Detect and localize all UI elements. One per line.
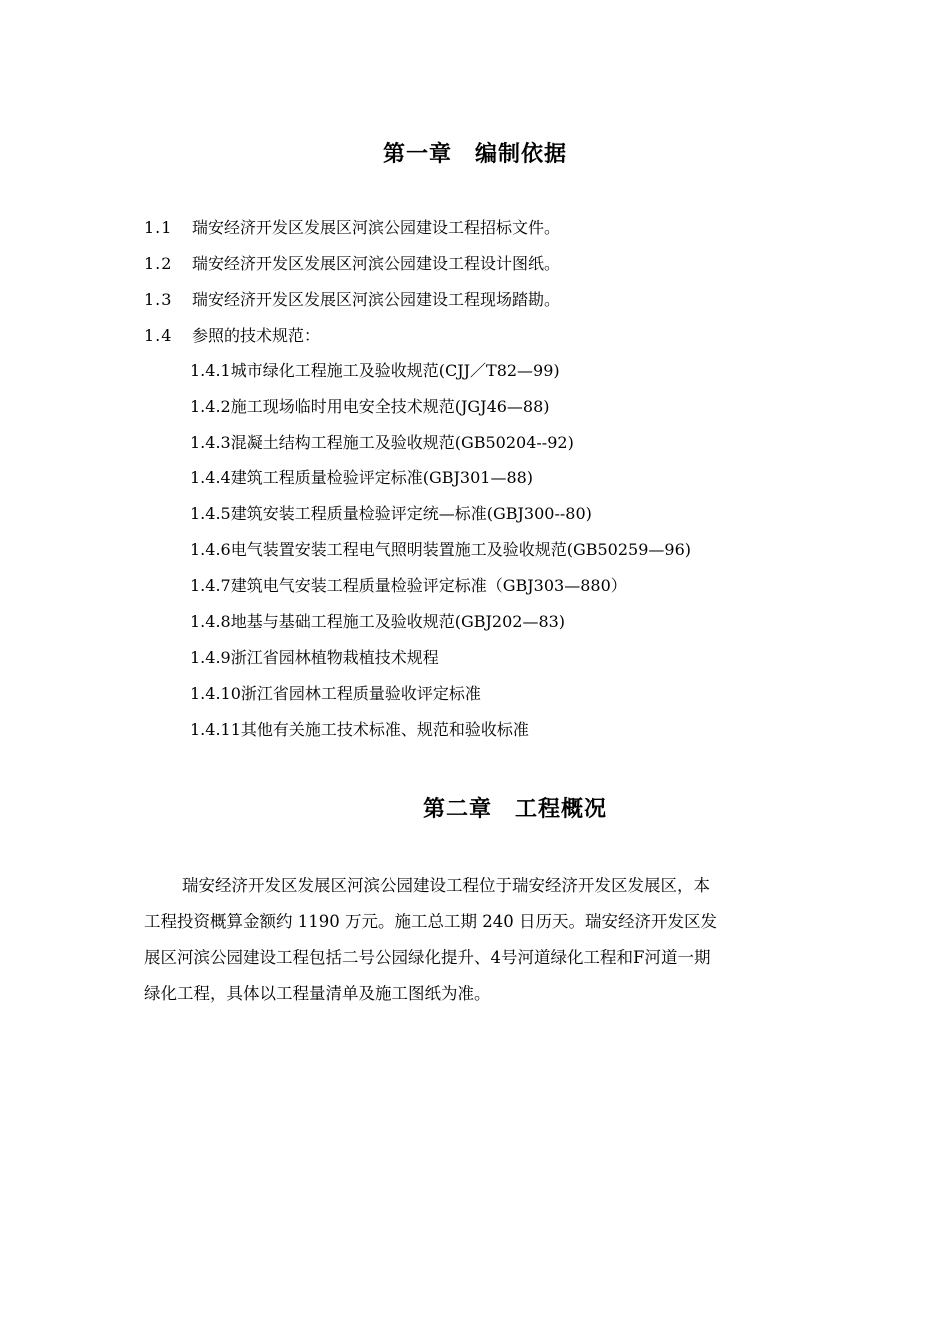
chapter-2-title: 第二章 工程概况 [422, 797, 607, 822]
item-number: 1.3 [144, 290, 173, 309]
sub-list-item: 1.4.9浙江省园林植物栽植技术规程 [190, 648, 439, 667]
list-item [144, 325, 320, 347]
sub-list-item: 1.4.7建筑电气安装工程质量检验评定标准（GBJ303—880） [190, 576, 627, 595]
sub-list-item: 1.4.8地基与基础工程施工及验收规范(GBJ202—83) [190, 612, 566, 631]
item-number: 1.1 [144, 218, 173, 237]
sub-list-item: 1.4.5建筑安装工程质量检验评定统—标准(GBJ300--80) [190, 504, 592, 523]
sub-list-item: 1.4.11其他有关施工技术标准、规范和验收标准 [190, 720, 529, 739]
item-text: 瑞安经济开发区发展区河滨公园建设工程现场踏勘。 [192, 290, 561, 309]
paragraph-line: 绿化工程，具体以工程量清单及施工图纸为准。 [144, 984, 491, 1003]
paragraph-line: 展区河滨公园建设工程包括二号公园绿化提升、4号河道绿化工程和F河道一期 [144, 948, 711, 967]
paragraph-line: 工程投资概算金额约 1190 万元。施工总工期 240 日历天。瑞安经济开发区发 [144, 912, 717, 931]
sub-list-item: 1.4.1城市绿化工程施工及验收规范(CJJ／T82—99) [190, 361, 560, 380]
paragraph-line: 瑞安经济开发区发展区河滨公园建设工程位于瑞安经济开发区发展区，本 [182, 876, 710, 895]
sub-list-item: 1.4.2施工现场临时用电安全技术规范(JGJ46—88) [190, 397, 550, 416]
item-text: 参照的技术规范： [192, 326, 321, 345]
sub-list-item: 1.4.6电气装置安装工程电气照明装置施工及验收规范(GB50259—96) [190, 540, 691, 559]
sub-list-item: 1.4.4建筑工程质量检验评定标准(GBJ301—88) [190, 468, 534, 487]
sub-list-item: 1.4.10浙江省园林工程质量验收评定标准 [190, 684, 481, 703]
item-text: 瑞安经济开发区发展区河滨公园建设工程招标文件。 [192, 218, 561, 237]
item-text: 瑞安经济开发区发展区河滨公园建设工程设计图纸。 [192, 254, 561, 273]
overview-paragraph [144, 868, 808, 1012]
item-number: 1.4 [144, 326, 173, 345]
chapter-1-title: 第一章 编制依据 [382, 142, 567, 167]
list-item [144, 217, 560, 239]
list-item [144, 289, 560, 311]
sub-list-item: 1.4.3混凝土结构工程施工及验收规范(GB50204--92) [190, 433, 574, 452]
item-number: 1.2 [144, 254, 173, 273]
list-item [144, 253, 560, 275]
